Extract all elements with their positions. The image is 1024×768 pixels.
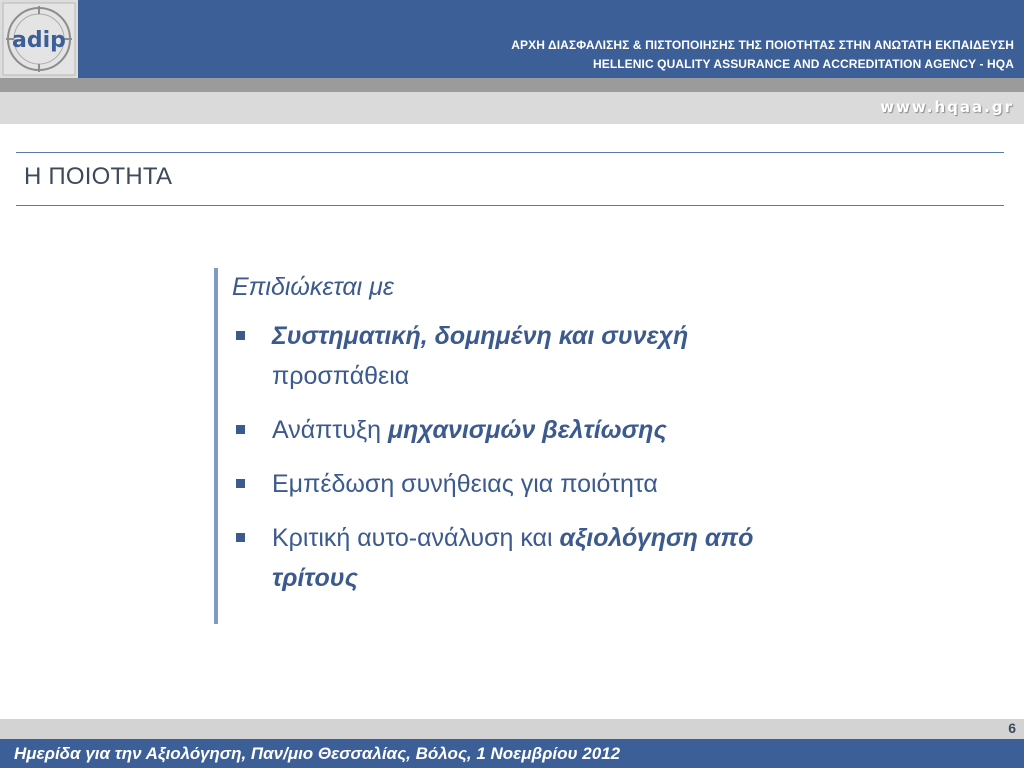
list-item (232, 464, 792, 504)
item-emphasis: αξιολόγηση από τρίτους (272, 524, 754, 592)
event-caption: Ημερίδα για την Αξιολόγηση, Παν/μιο Θεσσαλίας, Βόλος, 1 Νοεμβρίου 2012 (14, 744, 621, 763)
list-item (232, 316, 792, 396)
title-rule-top (16, 152, 1004, 153)
item-text: Κριτική αυτο-ανάλυση και (272, 524, 560, 552)
page-number-band (0, 719, 1024, 739)
square-bullet-icon (236, 425, 245, 434)
hqa-logo (0, 0, 78, 78)
logo-emblem-icon (0, 0, 78, 78)
title-rule-bottom (16, 205, 1004, 206)
agency-name (511, 36, 1014, 74)
content-accent-bar (214, 268, 218, 624)
slide-content (232, 270, 792, 612)
list-item (232, 518, 792, 598)
item-emphasis: μηχανισμών βελτίωσης (388, 416, 667, 444)
url-band (0, 92, 1024, 124)
agency-name-english: HELLENIC QUALITY ASSURANCE AND ACCREDITATION AGENCY - HQA (592, 57, 1014, 71)
square-bullet-icon (236, 331, 245, 340)
item-text: Ανάπτυξη (272, 416, 389, 444)
header-bar (0, 0, 1024, 78)
logo-text: adip (12, 28, 66, 53)
item-text: προσπάθεια (272, 362, 410, 390)
square-bullet-icon (236, 479, 245, 488)
intro-text: Επιδιώκεται με (232, 273, 394, 301)
page-number: 6 (1008, 720, 1016, 736)
footer-bar (0, 739, 1024, 768)
header-divider-band (0, 78, 1024, 92)
bullet-list (232, 316, 792, 598)
item-text: Εμπέδωση συνήθειας για ποιότητα (272, 470, 658, 498)
list-item (232, 410, 792, 450)
item-emphasis: Συστηματική, δομημένη και συνεχή (272, 322, 689, 350)
website-url: www.hqaa.gr (880, 98, 1014, 116)
agency-name-greek: ΑΡΧΗ ΔΙΑΣΦΑΛΙΣΗΣ & ΠΙΣΤΟΠΟΙΗΣΗΣ ΤΗΣ ΠΟΙΟΤΗΤΑΣ ΣΤΗΝ ΑΝΩΤΑΤΗ ΕΚΠΑΙΔΕΥΣΗ (511, 38, 1014, 52)
square-bullet-icon (236, 533, 245, 542)
slide-title: Η ΠΟΙΟΤΗΤΑ (24, 163, 173, 190)
